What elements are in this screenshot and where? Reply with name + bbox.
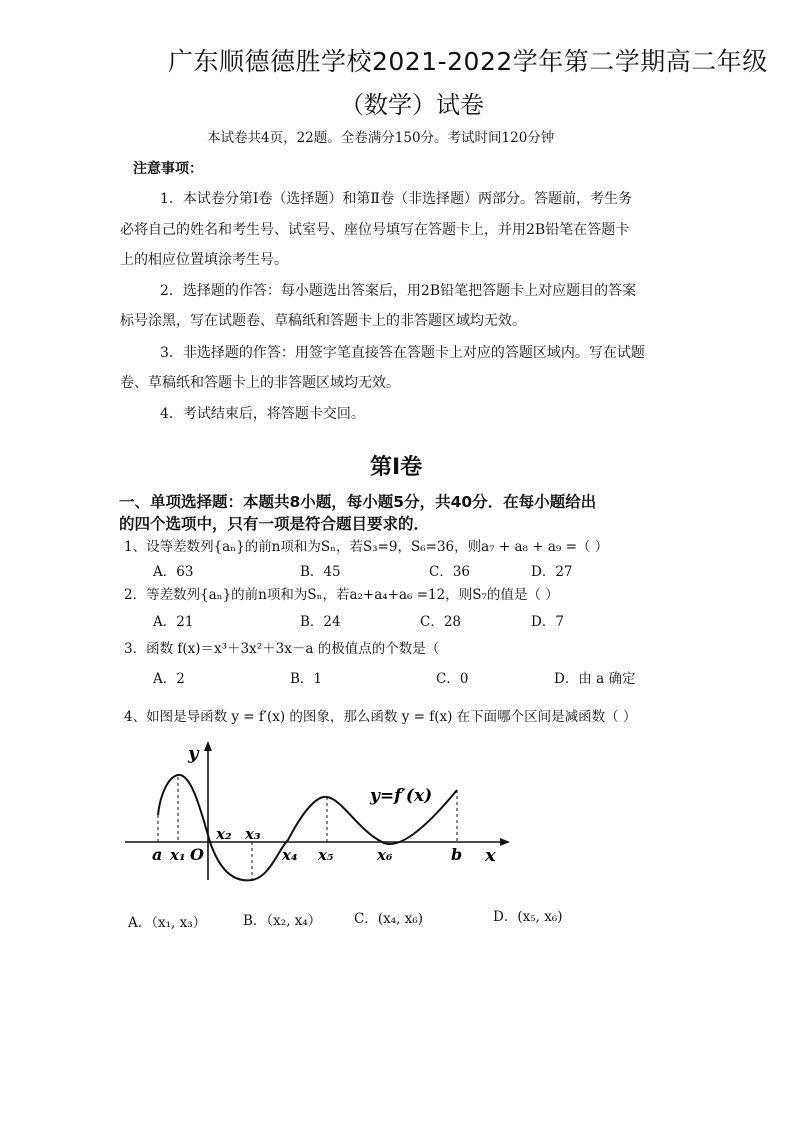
note-3-line-2: 卷、草稿纸和答题卡上的非答题区域均无效。 bbox=[120, 375, 400, 391]
question-3-stem: 3．函数 f(x)＝x³＋3x²＋3x－a 的极值点的个数是（ bbox=[124, 641, 440, 657]
question-2-stem: 2．等差数列{aₙ}的前n项和为Sₙ，若a₂+a₄+a₆ =12，则S₇的值是（ ） bbox=[124, 587, 559, 603]
question-2-option-d: D．7 bbox=[531, 614, 564, 630]
question-3-option-a: A．2 bbox=[153, 671, 185, 687]
section-title: 第Ⅰ卷 bbox=[370, 455, 423, 480]
question-1-option-b: B．45 bbox=[300, 564, 341, 580]
part-heading-line-1: 一、单项选择题：本题共8小题，每小题5分，共40分．在每小题给出 bbox=[119, 493, 597, 511]
question-4-option-c: C．(x₄, x₆) bbox=[354, 911, 423, 927]
question-2-option-c: C．28 bbox=[420, 614, 462, 630]
x-axis-arrow bbox=[500, 838, 510, 846]
part-heading-line-2: 的四个选项中，只有一项是符合题目要求的． bbox=[119, 515, 430, 533]
question-1-option-d: D．27 bbox=[531, 564, 573, 580]
graph-x-label: x bbox=[485, 845, 496, 866]
question-1-option-c: C．36 bbox=[429, 564, 471, 580]
exam-subtitle: （数学）试卷 bbox=[340, 91, 484, 119]
note-2-line-2: 标号涂黑，写在试题卷、草稿纸和答题卡上的非答题区域均无效。 bbox=[120, 313, 526, 329]
exam-info: 本试卷共4页，22题。全卷满分150分。考试时间120分钟 bbox=[207, 130, 555, 146]
note-2-line-1: 2．选择题的作答：每小题选出答案后，用2B铅笔把答题卡上对应题目的答案 bbox=[160, 283, 637, 299]
question-4-option-d: D．(x₅, x₆) bbox=[493, 909, 563, 925]
graph-curve-label: y=f′(x) bbox=[370, 786, 433, 806]
note-1-line-3: 上的相应位置填涂考生号。 bbox=[120, 252, 288, 268]
question-3-option-c: C．0 bbox=[436, 671, 469, 687]
y-axis-arrow bbox=[204, 741, 212, 751]
question-4-stem: 4、如图是导函数 y = f′(x) 的图象，那么函数 y = f(x) 在下面哪个区间是减函数（ ） bbox=[124, 709, 637, 725]
question-3-option-b: B．1 bbox=[290, 671, 323, 687]
note-4: 4．考试结束后，将答题卡交回。 bbox=[160, 406, 365, 422]
graph-label-origin: O bbox=[190, 845, 204, 864]
graph-label-a: a bbox=[152, 845, 163, 864]
note-3-line-1: 3．非选择题的作答：用签字笔直接答在答题卡上对应的答题区域内。写在试题 bbox=[160, 345, 645, 361]
graph-label-b: b bbox=[451, 845, 463, 864]
derivative-graph bbox=[120, 735, 520, 895]
graph-label-x2: x₂ bbox=[216, 825, 232, 843]
graph-y-label: y bbox=[188, 743, 199, 764]
graph-label-x5: x₅ bbox=[318, 846, 334, 864]
graph-label-x6: x₆ bbox=[377, 846, 393, 864]
graph-label-x4: x₄ bbox=[282, 846, 298, 864]
note-1-line-1: 1．本试卷分第Ⅰ卷（选择题）和第Ⅱ卷（非选择题）两部分。答题前，考生务 bbox=[160, 191, 632, 207]
graph-label-x1: x₁ bbox=[170, 846, 186, 864]
notes-heading: 注意事项： bbox=[133, 161, 203, 177]
question-3-option-d: D．由 a 确定 bbox=[554, 671, 636, 687]
question-1-stem: 1、设等差数列{aₙ}的前n项和为Sₙ，若S₃=9，S₆=36，则a₇ + a₈ + a₉ =（ ） bbox=[124, 539, 609, 555]
question-4-option-a: A．（x₁, x₃） bbox=[128, 915, 207, 931]
question-4-option-b: B．（x₂, x₄） bbox=[243, 913, 322, 929]
question-2-option-b: B．24 bbox=[300, 614, 341, 630]
exam-title: 广东顺德德胜学校2021-2022学年第二学期高二年级 bbox=[168, 47, 768, 76]
graph-label-x3: x₃ bbox=[245, 825, 261, 843]
question-1-option-a: A．63 bbox=[153, 564, 194, 580]
note-1-line-2: 必将自己的姓名和考生号、试室号、座位号填写在答题卡上，并用2B铅笔在答题卡 bbox=[120, 222, 630, 238]
question-2-option-a: A．21 bbox=[153, 614, 194, 630]
